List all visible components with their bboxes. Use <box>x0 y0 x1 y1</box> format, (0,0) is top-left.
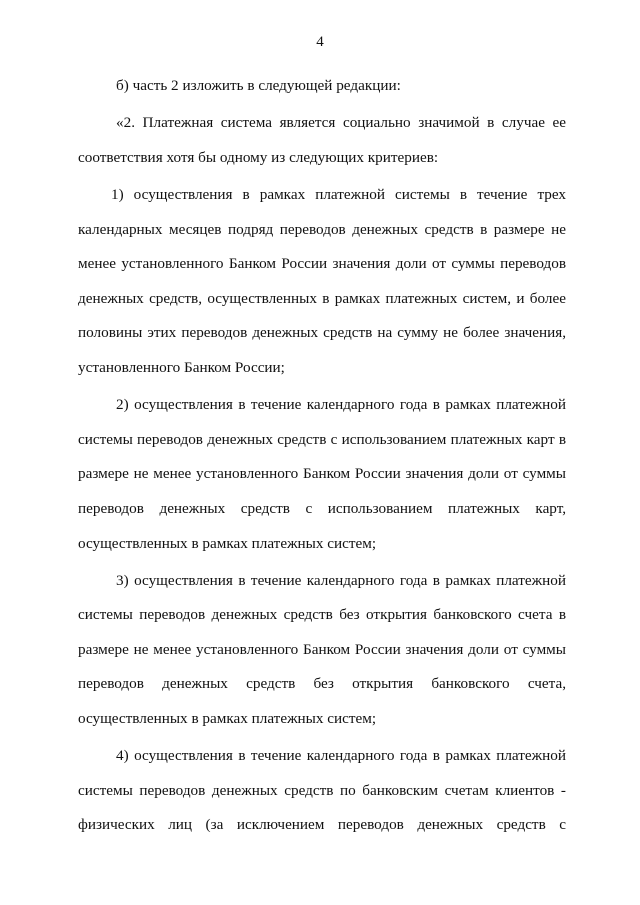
criterion-2-line: 2) осуществления в течение календарного года в рамках платежной <box>116 396 566 414</box>
document-body <box>78 69 566 843</box>
criterion-3-line: размере не менее установленного Банком России значения доли от суммы <box>78 640 566 658</box>
criterion-4-line: физических лиц (за исключением переводов денежных средств с <box>78 816 566 834</box>
criterion-1-line: календарных месяцев подряд переводов денежных средств в размере не <box>78 220 566 238</box>
paragraph-2-line: соответствия хотя бы одному из следующих критериев: <box>78 148 439 166</box>
paragraph-b-line: б) часть 2 изложить в следующей редакции: <box>116 77 401 94</box>
criterion-3-line: осуществленных в рамках платежных систем; <box>78 710 377 728</box>
page-number: 4 <box>316 34 324 50</box>
criterion-1-line: менее установленного Банком России значения доли от суммы переводов <box>78 255 566 273</box>
paragraph-2-line: «2. Платежная система является социально значимой в случае ее <box>116 114 566 132</box>
criterion-4-line: системы переводов денежных средств по банковским счетам клиентов - <box>78 781 566 799</box>
criterion-2-line: размере не менее установленного Банком России значения доли от суммы <box>78 465 566 483</box>
criterion-3-line: переводов денежных средств без открытия банковского счета, <box>78 675 566 693</box>
criterion-1-line: 1) осуществления в рамках платежной системы в течение трех <box>111 185 566 203</box>
criterion-3-line: 3) осуществления в течение календарного года в рамках платежной <box>116 571 566 589</box>
criterion-2-line: переводов денежных средств с использованием платежных карт, <box>78 499 566 517</box>
criterion-1-line: установленного Банком России; <box>78 358 285 376</box>
criterion-2-line: осуществленных в рамках платежных систем; <box>78 534 377 552</box>
criterion-4-line: 4) осуществления в течение календарного года в рамках платежной <box>116 747 566 765</box>
criterion-1-line: половины этих переводов денежных средств на сумму не более значения, <box>78 324 566 342</box>
criterion-3-line: системы переводов денежных средств без открытия банковского счета в <box>78 606 566 624</box>
criterion-2-line: системы переводов денежных средств с использованием платежных карт в <box>78 430 566 448</box>
criterion-1-line: денежных средств, осуществленных в рамках платежных систем, и более <box>78 289 566 307</box>
